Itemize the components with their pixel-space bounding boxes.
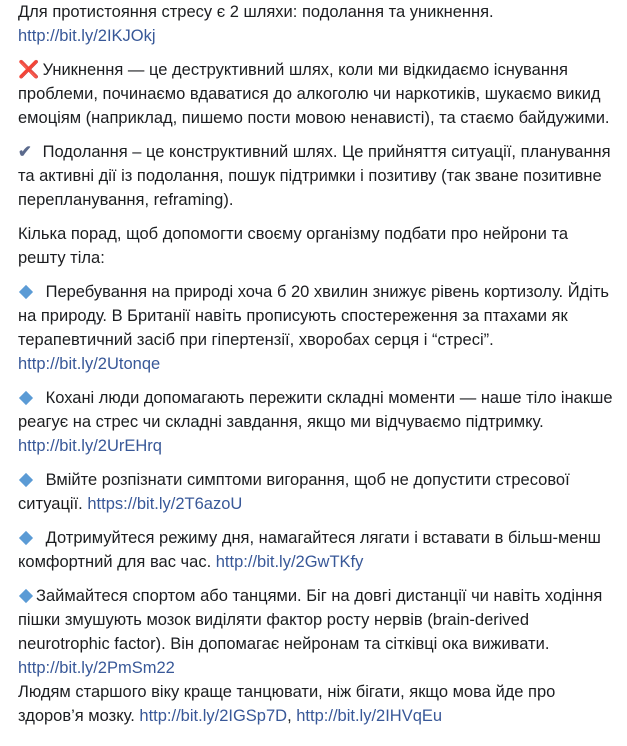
- tip-nature: [18, 280, 618, 376]
- paragraph-tips-intro: [18, 222, 618, 270]
- tip-sport: [18, 584, 618, 728]
- tip-burnout: [18, 468, 618, 516]
- link-tip-sport[interactable]: http://bit.ly/2PmSm22: [18, 659, 175, 677]
- paragraph-avoidance: [18, 58, 618, 130]
- link-tip-burnout[interactable]: https://bit.ly/2T6azoU: [87, 495, 243, 513]
- coping-text: Подолання – це конструктивний шлях. Це прийняття ситуації, планування та активні дії із подолання, пошук підтримки і позитиву (так зване позитивне перепланування, reframing).: [18, 143, 611, 209]
- blue-diamond-icon: [19, 589, 33, 603]
- tip-loved-ones: [18, 386, 618, 458]
- blue-diamond-icon: [19, 391, 33, 405]
- tip-burnout-text: Вмійте розпізнати симптоми вигорання, щоб не допустити стресової ситуації.: [18, 471, 570, 513]
- blue-diamond-icon: [19, 531, 33, 545]
- avoidance-text: Уникнення — це деструктивний шлях, коли ми відкидаємо існування проблеми, починаємо вдаватися до алкоголю чи наркотиків, шукаємо викид емоціям (наприклад, пишемо пости мовою ненависті), та стаємо байдужими.: [18, 61, 610, 127]
- tip-loved-ones-text: Кохані люди допомагають пережити складні моменти — наше тіло інакше реагує на стрес чи складні завдання, якщо ми відчуваємо підтримку.: [18, 389, 613, 431]
- blue-diamond-icon: [19, 473, 33, 487]
- cross-mark-icon: ❌: [18, 60, 40, 79]
- link-tip-loved-ones[interactable]: http://bit.ly/2UrEHrq: [18, 437, 162, 455]
- link-tip-nature[interactable]: http://bit.ly/2Utonqe: [18, 355, 161, 373]
- blue-diamond-icon: [19, 285, 33, 299]
- check-mark-icon: ✔: [18, 143, 32, 161]
- tip-sport-text: Займайтеся спортом або танцями. Біг на довгі дистанції чи навіть ходіння пішки змушують мозок виділяти фактор росту нервів (brain-derived neurotrophic factor). Він допомагає нейронам та сітківці ока виживати.: [18, 587, 603, 653]
- link-intro[interactable]: http://bit.ly/2IKJOkj: [18, 27, 156, 45]
- link-tip-sport-2[interactable]: http://bit.ly/2IGSp7D: [139, 707, 288, 725]
- tip-nature-text: Перебування на природі хоча б 20 хвилин знижує рівень кортизолу. Йдіть на природу. В Британії навіть прописують спостереження за птахами як терапевтичний засіб при гіпертензії, хворобах серця і “стресі”.: [18, 283, 610, 349]
- link-tip-sport-3[interactable]: http://bit.ly/2IHVqEu: [296, 707, 443, 725]
- tips-intro-text: Кілька порад, щоб допомогти своєму організму подбати про нейрони та решту тіла:: [18, 225, 569, 267]
- tip-routine: [18, 526, 618, 574]
- tip-routine-text: Дотримуйтеся режиму дня, намагайтеся лягати і вставати в більш-менш комфортний для вас час.: [18, 529, 601, 571]
- paragraph-coping: [18, 140, 618, 212]
- post-body: [18, 0, 618, 738]
- link-separator: ,: [287, 707, 292, 725]
- tip-sport-extra-text: Людям старшого віку краще танцювати, ніж бігати, якщо мова йде про здоров’я мозку.: [18, 683, 556, 725]
- link-tip-routine[interactable]: http://bit.ly/2GwTKfy: [215, 553, 364, 571]
- intro-text: Для протистояння стресу є 2 шляхи: подолання та уникнення.: [18, 3, 494, 21]
- paragraph-intro: [18, 0, 618, 48]
